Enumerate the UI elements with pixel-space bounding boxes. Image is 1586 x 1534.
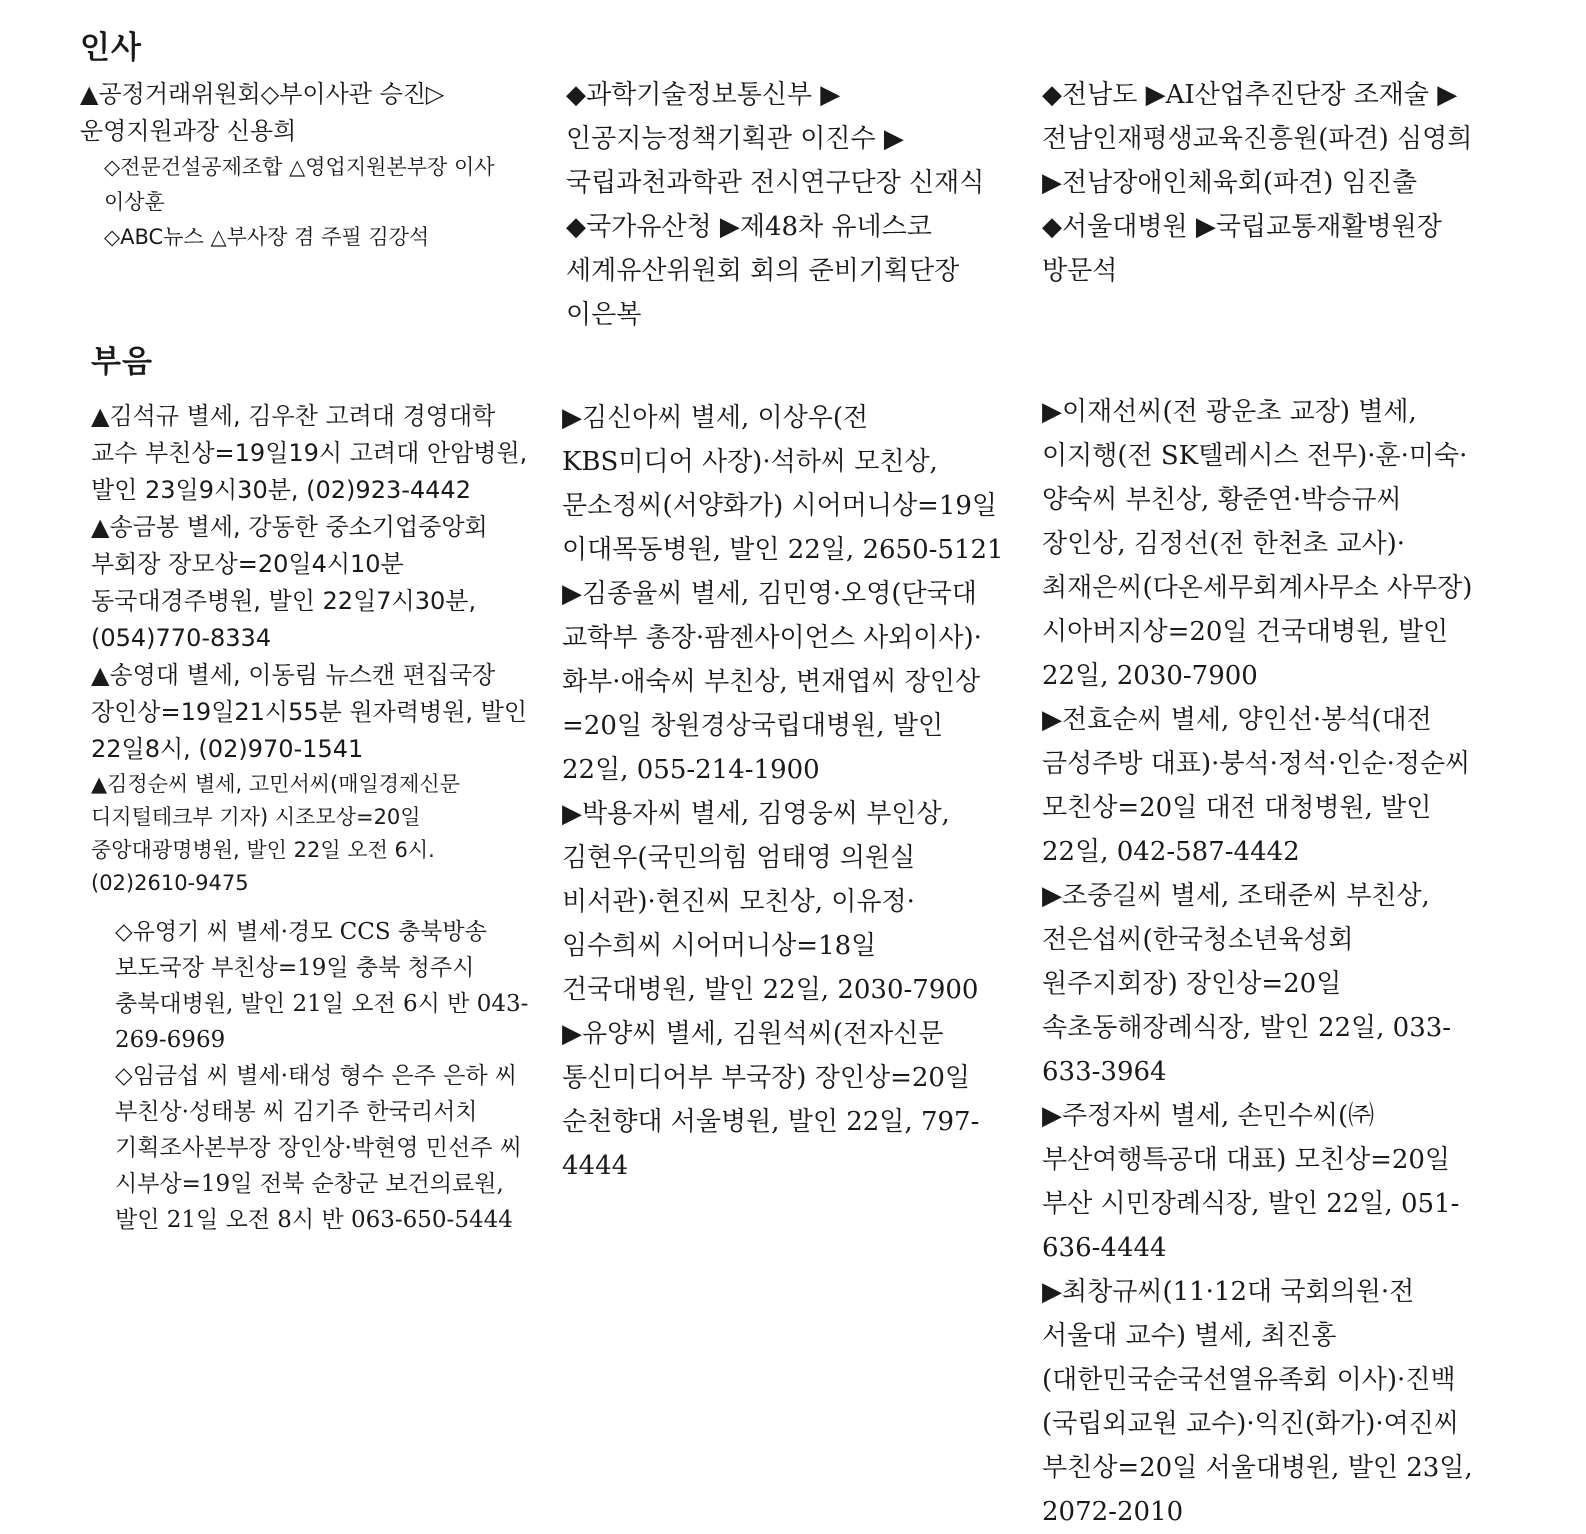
obituary-entry: ▲송금봉 별세, 강동한 중소기업중앙회 부회장 장모상=20일4시10분 동국대경주병원, 발인 22일7시30분, (054)770-8334 <box>91 513 488 652</box>
bueum-column-2 <box>562 396 1004 1188</box>
insa-column-1 <box>80 76 520 255</box>
obituary-entry: ▶유양씨 별세, 김원석씨(전자신문 통신미디어부 부국장) 장인상=20일 순천향대 서울병원, 발인 22일, 797-4444 <box>562 1019 980 1181</box>
insa-entry: ◆과학기술정보통신부 ▶인공지능정책기획관 이진수 ▶국립과천과학관 전시연구단장 신재식 <box>566 80 985 198</box>
insa-column-3 <box>1042 73 1486 293</box>
obituary-entry: ▶김신아씨 별세, 이상우(전 KBS미디어 사장)·석하씨 모친상, 문소정씨(서양화가) 시어머니상=19일 이대목동병원, 발인 22일, 2650-5121 <box>562 403 1004 565</box>
obituary-entry: ▶박용자씨 별세, 김영웅씨 부인상, 김현우(국민의힘 엄태영 의원실 비서관)·현진씨 모친상, 이유정·임수희씨 시어머니상=18일 건국대병원, 발인 22일, 2030-7900 <box>562 799 979 1005</box>
obituary-entry: ▲김석규 별세, 김우찬 고려대 경영대학 교수 부친상=19일19시 고려대 안암병원, 발인 23일9시30분, (02)923-4442 <box>91 402 528 504</box>
obituary-entry: ▶김종율씨 별세, 김민영·오영(단국대 교학부 총장·팜젠사이언스 사외이사)·화부·애숙씨 부친상, 변재엽씨 장인상=20일 창원경상국립대병원, 발인 22일, 055-214-1900 <box>562 579 982 785</box>
obituary-entry: ▶주정자씨 별세, 손민수씨(㈜부산여행특공대 대표) 모친상=20일 부산 시민장례식장, 발인 22일, 051-636-4444 <box>1042 1101 1460 1263</box>
insa-entry: ◆서울대병원 ▶국립교통재활병원장 방문석 <box>1042 212 1442 286</box>
insa-column-2 <box>566 73 1010 337</box>
obituary-entry: ▶조중길씨 별세, 조태준씨 부친상, 전은섭씨(한국청소년육성회 원주지회장) 장인상=20일 속초동해장례식장, 발인 22일, 033-633-3964 <box>1042 881 1452 1087</box>
obituary-entry: ◇임금섭 씨 별세·태성 형수 은주 은하 씨 부친상·성태봉 씨 김기주 한국리서치 기획조사본부장 장인상·박현영 민선주 씨 시부상=19일 전북 순창군 보건의료원, 발인 21일 오전 8시 반 063-650-5444 <box>115 1063 522 1233</box>
bueum-column-1 <box>91 398 533 1238</box>
insa-entry: ▲공정거래위원회◇부이사관 승진▷운영지원과장 신용희 <box>80 80 445 145</box>
obituary-entry: ▲김정순씨 별세, 고민서씨(매일경제신문 디지털테크부 기자) 시조모상=20일 중앙대광명병원, 발인 22일 오전 6시. (02)2610-9475 <box>91 772 460 895</box>
insa-entry: ◇전문건설공제조합 △영업지원본부장 이사 이상훈 <box>104 155 495 214</box>
obituary-entry: ▲송영대 별세, 이동림 뉴스캔 편집국장 장인상=19일21시55분 원자력병원, 발인 22일8시, (02)970-1541 <box>91 661 528 763</box>
obituary-entry: ▶전효순씨 별세, 양인선·봉석(대전 금성주방 대표)·붕석·정석·인순·정순씨 모친상=20일 대전 대청병원, 발인 22일, 042-587-4442 <box>1042 705 1471 867</box>
bueum-column-3 <box>1042 390 1484 1534</box>
obituary-entry: ◇유영기 씨 별세·경모 CCS 충북방송 보도국장 부친상=19일 충북 청주시 충북대병원, 발인 21일 오전 6시 반 043-269-6969 <box>115 919 529 1053</box>
obituary-entry: ▶이재선씨(전 광운초 교장) 별세, 이지행(전 SK텔레시스 전무)·훈·미숙·양숙씨 부친상, 황준연·박승규씨 장인상, 김정선(전 한천초 교사)·최재은씨(다온세무회계사무소 사무장) 시아버지상=20일 건국대병원, 발인 22일, 2030-7900 <box>1042 397 1473 691</box>
bueum-heading: 부음 <box>91 344 153 380</box>
insa-heading: 인사 <box>80 30 142 66</box>
obituary-entry: ▶최창규씨(11·12대 국회의원·전 서울대 교수) 별세, 최진홍(대한민국순국선열유족회 이사)·진백(국립외교원 교수)·익진(화가)·여진씨 부친상=20일 서울대병원, 발인 23일, 2072-2010 <box>1042 1277 1473 1527</box>
insa-entry: ◇ABC뉴스 △부사장 겸 주필 김강석 <box>104 225 430 249</box>
insa-entry: ◆전남도 ▶AI산업추진단장 조재술 ▶전남인재평생교육진흥원(파견) 심영희 ▶전남장애인체육회(파견) 임진출 <box>1042 80 1473 198</box>
insa-entry: ◆국가유산청 ▶제48차 유네스코 세계유산위원회 회의 준비기획단장 이은복 <box>566 212 960 330</box>
